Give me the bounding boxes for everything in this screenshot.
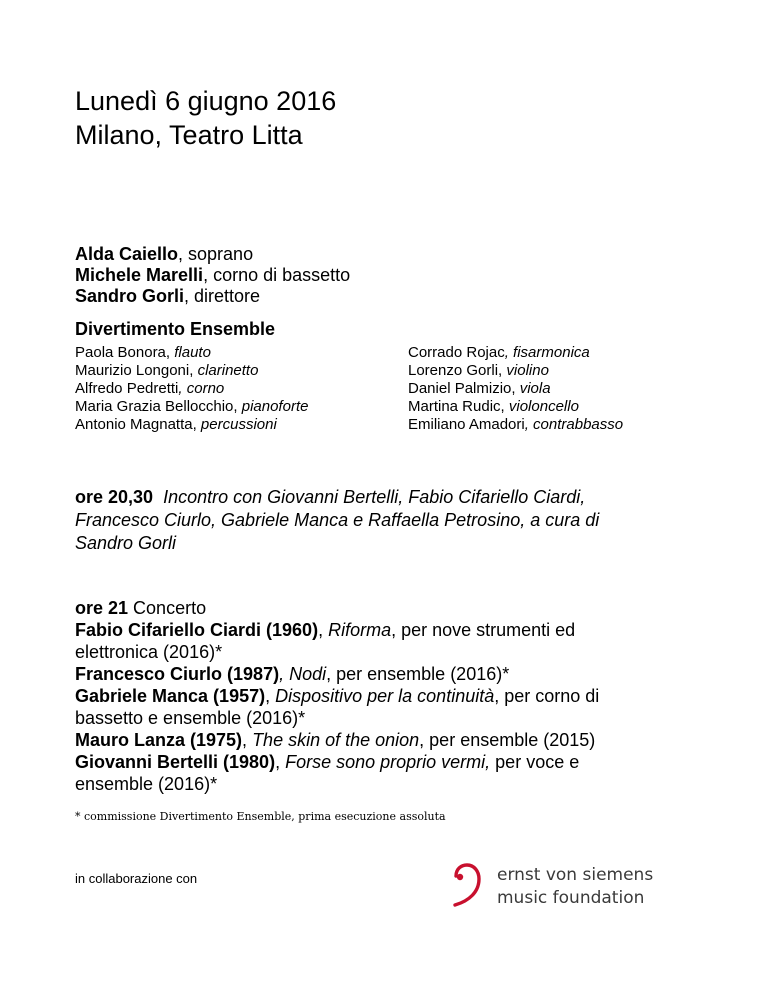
soloists-list	[75, 244, 350, 307]
member-instrument: viola	[519, 380, 551, 397]
work-details: , per ensemble (2016)*	[326, 664, 510, 684]
meeting-section	[75, 486, 695, 555]
concert-label: Concerto	[128, 598, 207, 618]
meeting-line: Francesco Ciurlo, Gabriele Manca e Raffaella Petrosino, a cura di	[75, 510, 600, 530]
work-sep: ,	[265, 686, 276, 706]
work-sep: ,	[275, 752, 286, 772]
member-name: Corrado Rojac	[408, 344, 505, 361]
concert-section	[75, 597, 705, 795]
meeting-time: ore 20,30	[75, 487, 154, 507]
member-instrument: , contrabbasso	[524, 416, 624, 433]
ensemble-members-right	[408, 344, 623, 434]
work-composer: Gabriele Manca (1957)	[75, 686, 266, 706]
work-composer: Fabio Cifariello Ciardi (1960)	[75, 620, 319, 640]
work-item	[75, 663, 705, 685]
work-sep: ,	[242, 730, 253, 750]
siemens-foundation-logo-icon	[446, 863, 486, 907]
member-instrument: violoncello	[508, 398, 579, 415]
member-instrument: clarinetto	[197, 362, 259, 379]
member-name: Martina Rudic,	[408, 398, 509, 415]
member-item	[75, 362, 308, 380]
performer-item	[75, 286, 350, 307]
work-title: The skin of the onion	[252, 730, 420, 750]
performer-name: Alda Caiello	[75, 244, 179, 264]
member-instrument: pianoforte	[241, 398, 309, 415]
member-item	[408, 416, 623, 434]
event-venue: Milano, Teatro Litta	[75, 120, 303, 150]
work-details: , per corno di	[494, 686, 600, 706]
work-item	[75, 729, 705, 751]
member-item	[408, 380, 623, 398]
work-details: , per ensemble (2015)	[419, 730, 596, 750]
work-composer: Francesco Ciurlo (1987)	[75, 664, 280, 684]
member-item	[75, 416, 308, 434]
work-details-cont: bassetto e ensemble (2016)*	[75, 708, 306, 728]
performer-role: , soprano	[178, 244, 254, 264]
member-name: Paola Bonora,	[75, 344, 175, 361]
member-instrument: flauto	[174, 344, 211, 361]
meeting-text: Incontro con Giovanni Bertelli, Fabio Cifariello Ciardi,	[163, 487, 586, 507]
member-name: Emiliano Amadori	[408, 416, 525, 433]
foundation-name	[497, 864, 653, 910]
member-item	[75, 398, 308, 416]
performer-item	[75, 244, 350, 265]
work-details: per voce e	[490, 752, 580, 772]
performer-name: Sandro Gorli	[75, 286, 185, 306]
member-item	[75, 344, 308, 362]
work-sep: ,	[318, 620, 329, 640]
work-item	[75, 685, 705, 707]
work-details-cont: elettronica (2016)*	[75, 642, 223, 662]
performer-role: , corno di bassetto	[203, 265, 351, 285]
member-item	[408, 362, 623, 380]
performer-name: Michele Marelli	[75, 265, 204, 285]
meeting-line: Sandro Gorli	[75, 533, 177, 553]
work-item	[75, 751, 705, 773]
event-header	[75, 84, 336, 152]
foundation-name-line2: music foundation	[497, 888, 645, 908]
work-title: Dispositivo per la continuità	[275, 686, 495, 706]
member-name: Maurizio Longoni,	[75, 362, 198, 379]
work-title: Riforma	[328, 620, 392, 640]
performer-role: , direttore	[184, 286, 261, 306]
foundation-name-line1: ernst von siemens	[497, 865, 654, 885]
member-item	[408, 398, 623, 416]
ensemble-members-left	[75, 344, 308, 434]
work-title: Nodi	[289, 664, 327, 684]
event-date: Lunedì 6 giugno 2016	[75, 86, 337, 116]
member-item	[408, 344, 623, 362]
work-item	[75, 619, 705, 641]
work-title: Forse sono proprio vermi,	[285, 752, 491, 772]
performer-item	[75, 265, 350, 286]
ensemble-title: Divertimento Ensemble	[75, 319, 276, 339]
work-details-cont: ensemble (2016)*	[75, 774, 218, 794]
collaboration-label: in collaborazione con	[75, 871, 198, 886]
member-instrument: percussioni	[200, 416, 277, 433]
work-sep: ,	[279, 664, 290, 684]
member-item	[75, 380, 308, 398]
meeting-line	[75, 486, 695, 509]
member-name: Alfredo Pedretti	[75, 380, 179, 397]
member-instrument: , fisarmonica	[504, 344, 590, 361]
member-name: Antonio Magnatta,	[75, 416, 201, 433]
member-name: Maria Grazia Bellocchio,	[75, 398, 242, 415]
footnote: * commissione Divertimento Ensemble, prima esecuzione assoluta	[75, 810, 446, 823]
concert-header	[75, 597, 705, 619]
member-instrument: , corno	[178, 380, 225, 397]
work-composer: Giovanni Bertelli (1980)	[75, 752, 276, 772]
member-name: Daniel Palmizio,	[408, 380, 520, 397]
member-name: Lorenzo Gorli,	[408, 362, 507, 379]
concert-time: ore 21	[75, 598, 129, 618]
member-instrument: violino	[506, 362, 549, 379]
work-composer: Mauro Lanza (1975)	[75, 730, 243, 750]
work-details: , per nove strumenti ed	[391, 620, 576, 640]
